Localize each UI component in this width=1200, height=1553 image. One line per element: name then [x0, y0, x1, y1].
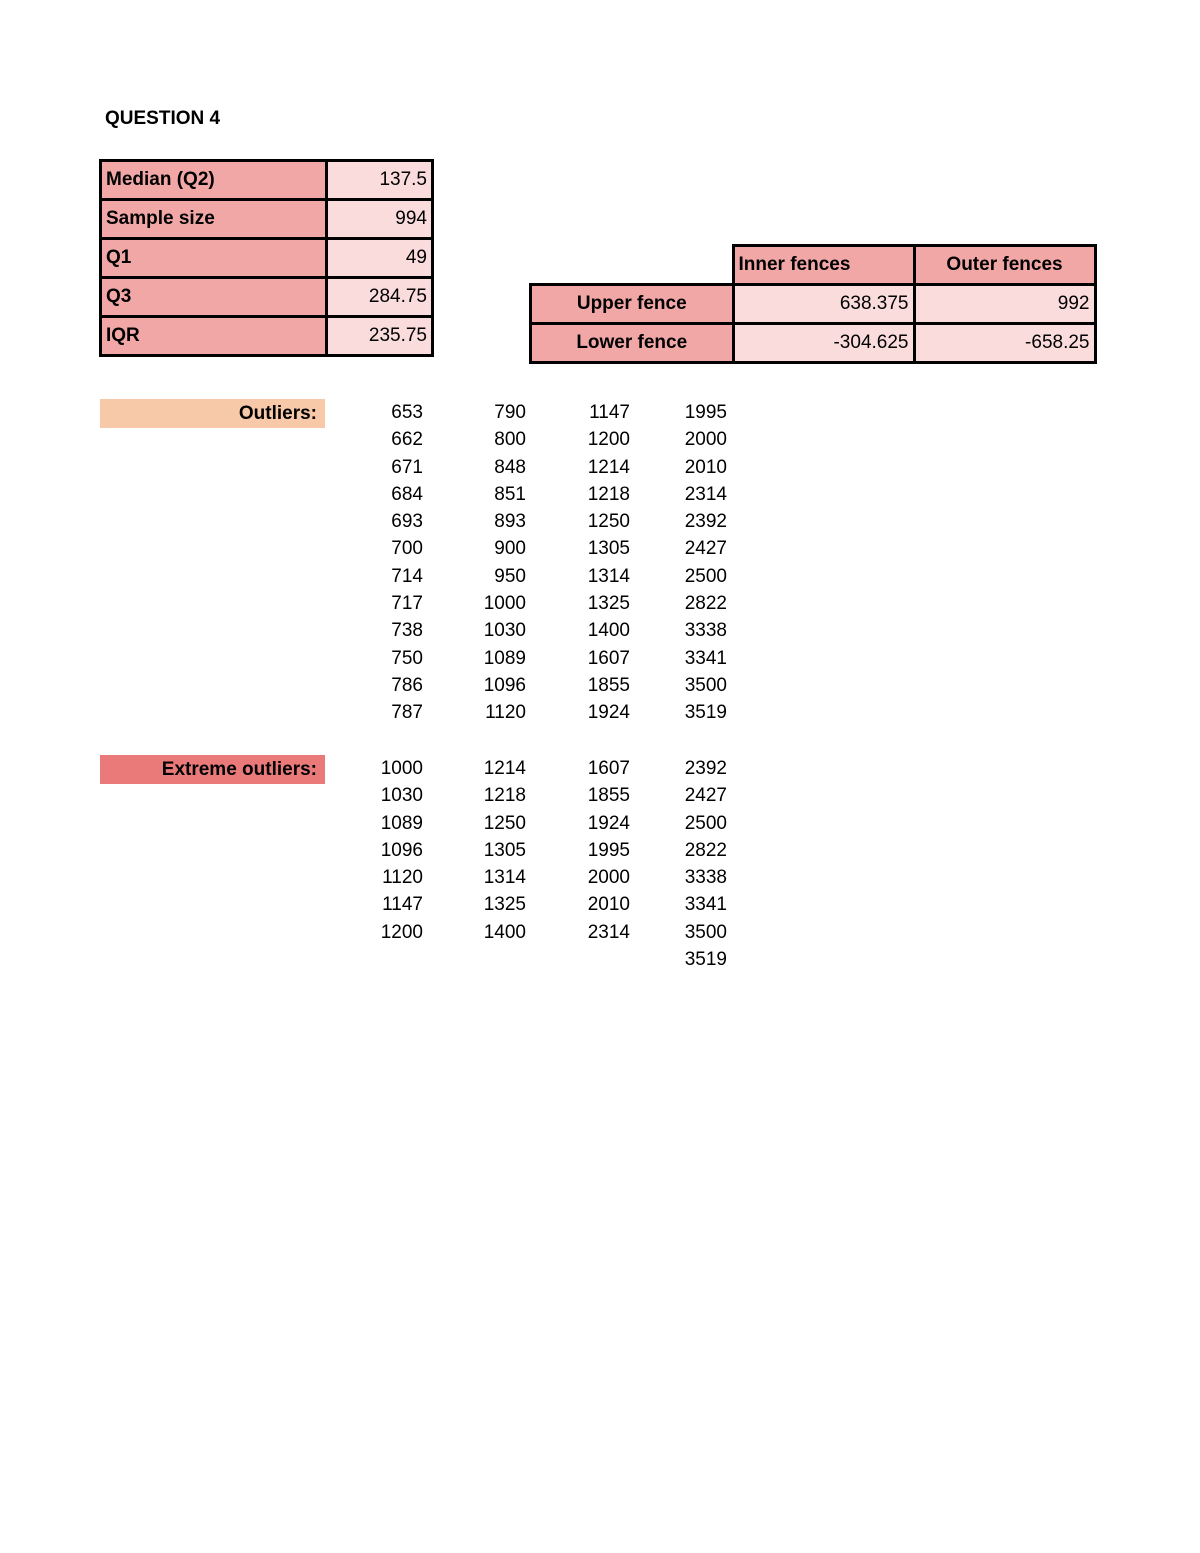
- outlier-value[interactable]: 2427: [684, 538, 727, 560]
- extreme-outlier-column: [323, 755, 423, 946]
- extreme-outlier-value[interactable]: 2427: [684, 785, 727, 807]
- extreme-outlier-column: [627, 755, 727, 973]
- outlier-value[interactable]: 1325: [587, 593, 630, 615]
- outlier-value[interactable]: 1400: [587, 620, 630, 642]
- outlier-value[interactable]: 851: [494, 483, 526, 505]
- page-title: QUESTION 4: [105, 108, 221, 129]
- outlier-value[interactable]: 2822: [684, 593, 727, 615]
- lower-fence-row: [531, 324, 1096, 363]
- outlier-value[interactable]: 1250: [587, 511, 630, 533]
- extreme-outlier-value[interactable]: 1200: [380, 921, 423, 943]
- upper-outer-value[interactable]: 992: [914, 285, 1095, 324]
- lower-inner-value[interactable]: -304.625: [733, 324, 914, 363]
- outlier-value[interactable]: 2314: [684, 483, 727, 505]
- extreme-outlier-value[interactable]: 2392: [684, 758, 727, 779]
- extreme-outlier-value[interactable]: 1607: [587, 758, 630, 779]
- fences-corner: [531, 246, 734, 285]
- outlier-value[interactable]: 848: [494, 456, 526, 478]
- extreme-outlier-value[interactable]: 1000: [380, 758, 423, 779]
- stat-label: IQR: [101, 317, 327, 356]
- extreme-outlier-value[interactable]: 2822: [684, 839, 727, 861]
- stat-label: Q1: [101, 239, 327, 278]
- extreme-outlier-value[interactable]: 1089: [380, 812, 423, 834]
- outlier-value[interactable]: 1030: [483, 620, 526, 642]
- extreme-outlier-column: [530, 755, 630, 946]
- stats-row-q3: [101, 278, 433, 317]
- upper-fence-row: [531, 285, 1096, 324]
- upper-fence-label: Upper fence: [531, 285, 734, 324]
- stat-value[interactable]: 994: [327, 200, 433, 239]
- extreme-outlier-value[interactable]: 2314: [587, 921, 630, 943]
- outlier-value[interactable]: 653: [391, 402, 423, 423]
- outlier-value[interactable]: 3341: [684, 647, 727, 669]
- outlier-value[interactable]: 3500: [684, 674, 727, 696]
- outlier-value[interactable]: 662: [391, 429, 423, 451]
- outlier-value[interactable]: 1120: [485, 702, 526, 724]
- outlier-value[interactable]: 900: [494, 538, 526, 560]
- outlier-column: [627, 399, 727, 727]
- summary-stats-table: [99, 159, 434, 357]
- outlier-value[interactable]: 1000: [483, 593, 526, 615]
- outlier-value[interactable]: 671: [391, 456, 423, 478]
- extreme-outlier-value[interactable]: 1250: [483, 812, 526, 834]
- extreme-outlier-value[interactable]: 1096: [380, 839, 423, 861]
- outlier-value[interactable]: 1607: [587, 647, 630, 669]
- extreme-outlier-value[interactable]: 1314: [483, 867, 526, 889]
- lower-fence-label: Lower fence: [531, 324, 734, 363]
- stat-value[interactable]: 137.5: [327, 161, 433, 200]
- extreme-outlier-value[interactable]: 1218: [483, 785, 526, 807]
- inner-fences-header: Inner fences: [733, 246, 914, 285]
- extreme-outlier-value[interactable]: 1120: [382, 867, 423, 889]
- outlier-value[interactable]: 1924: [587, 702, 630, 724]
- extreme-outlier-value[interactable]: 3341: [684, 894, 727, 916]
- outlier-column: [426, 399, 526, 727]
- extreme-outlier-column: [426, 755, 526, 946]
- stats-row-median: [101, 161, 433, 200]
- outlier-value[interactable]: 2500: [684, 565, 727, 587]
- outer-fences-header: Outer fences: [914, 246, 1095, 285]
- extreme-outlier-value[interactable]: 2500: [684, 812, 727, 834]
- outlier-value[interactable]: 717: [391, 593, 423, 615]
- outlier-value[interactable]: 1089: [483, 647, 526, 669]
- outlier-column: [530, 399, 630, 727]
- extreme-outlier-value[interactable]: 1305: [483, 839, 526, 861]
- extreme-outlier-value[interactable]: 2000: [587, 867, 630, 889]
- extreme-outlier-value[interactable]: 1214: [483, 758, 526, 779]
- extreme-outlier-value[interactable]: 1855: [587, 785, 630, 807]
- outlier-value[interactable]: 1214: [587, 456, 630, 478]
- outlier-value[interactable]: 1855: [587, 674, 630, 696]
- extreme-outlier-value[interactable]: 2010: [587, 894, 630, 916]
- outlier-value[interactable]: 786: [391, 674, 423, 696]
- stat-label: Q3: [101, 278, 327, 317]
- extreme-outlier-value[interactable]: 1325: [483, 894, 526, 916]
- outlier-value[interactable]: 1218: [587, 483, 630, 505]
- stats-row-sample-size: [101, 200, 433, 239]
- outlier-value[interactable]: 787: [391, 702, 423, 724]
- outlier-value[interactable]: 738: [391, 620, 423, 642]
- outlier-value[interactable]: 2000: [684, 429, 727, 451]
- extreme-outlier-value[interactable]: 1147: [382, 894, 423, 916]
- stat-value[interactable]: 284.75: [327, 278, 433, 317]
- outlier-value[interactable]: 3338: [684, 620, 727, 642]
- outlier-value[interactable]: 800: [494, 429, 526, 451]
- extreme-outlier-value[interactable]: 1924: [587, 812, 630, 834]
- outlier-value[interactable]: 2392: [684, 511, 727, 533]
- stat-value[interactable]: 235.75: [327, 317, 433, 356]
- outlier-value[interactable]: 1995: [684, 402, 727, 423]
- outlier-column: [323, 399, 423, 727]
- outlier-value[interactable]: 714: [391, 565, 423, 587]
- stat-value[interactable]: 49: [327, 239, 433, 278]
- fences-table: [529, 244, 1097, 364]
- outlier-value[interactable]: 1305: [587, 538, 630, 560]
- stats-row-iqr: [101, 317, 433, 356]
- outlier-value[interactable]: 700: [391, 538, 423, 560]
- outliers-label: Outliers:: [100, 399, 325, 428]
- outlier-value[interactable]: 790: [494, 402, 526, 423]
- outlier-value[interactable]: 893: [494, 511, 526, 533]
- outlier-value[interactable]: 2010: [684, 456, 727, 478]
- stat-label: Median (Q2): [101, 161, 327, 200]
- outlier-value[interactable]: 950: [494, 565, 526, 587]
- extreme-outlier-value[interactable]: 3500: [684, 921, 727, 943]
- outlier-value[interactable]: 750: [391, 647, 423, 669]
- outlier-value[interactable]: 693: [391, 511, 423, 533]
- outlier-value[interactable]: 684: [391, 483, 423, 505]
- outlier-value[interactable]: 1147: [589, 402, 630, 423]
- extreme-outlier-value[interactable]: 1030: [380, 785, 423, 807]
- outlier-value[interactable]: 3519: [684, 702, 727, 724]
- outlier-value[interactable]: 1096: [483, 674, 526, 696]
- stat-label: Sample size: [101, 200, 327, 239]
- upper-inner-value[interactable]: 638.375: [733, 285, 914, 324]
- fences-header-row: [531, 246, 1096, 285]
- extreme-outlier-value[interactable]: 3519: [684, 949, 727, 971]
- extreme-outlier-value[interactable]: 1400: [483, 921, 526, 943]
- lower-outer-value[interactable]: -658.25: [914, 324, 1095, 363]
- extreme-outliers-label: Extreme outliers:: [100, 755, 325, 784]
- stats-row-q1: [101, 239, 433, 278]
- outlier-value[interactable]: 1314: [587, 565, 630, 587]
- extreme-outlier-value[interactable]: 1995: [587, 839, 630, 861]
- extreme-outlier-value[interactable]: 3338: [684, 867, 727, 889]
- outlier-value[interactable]: 1200: [587, 429, 630, 451]
